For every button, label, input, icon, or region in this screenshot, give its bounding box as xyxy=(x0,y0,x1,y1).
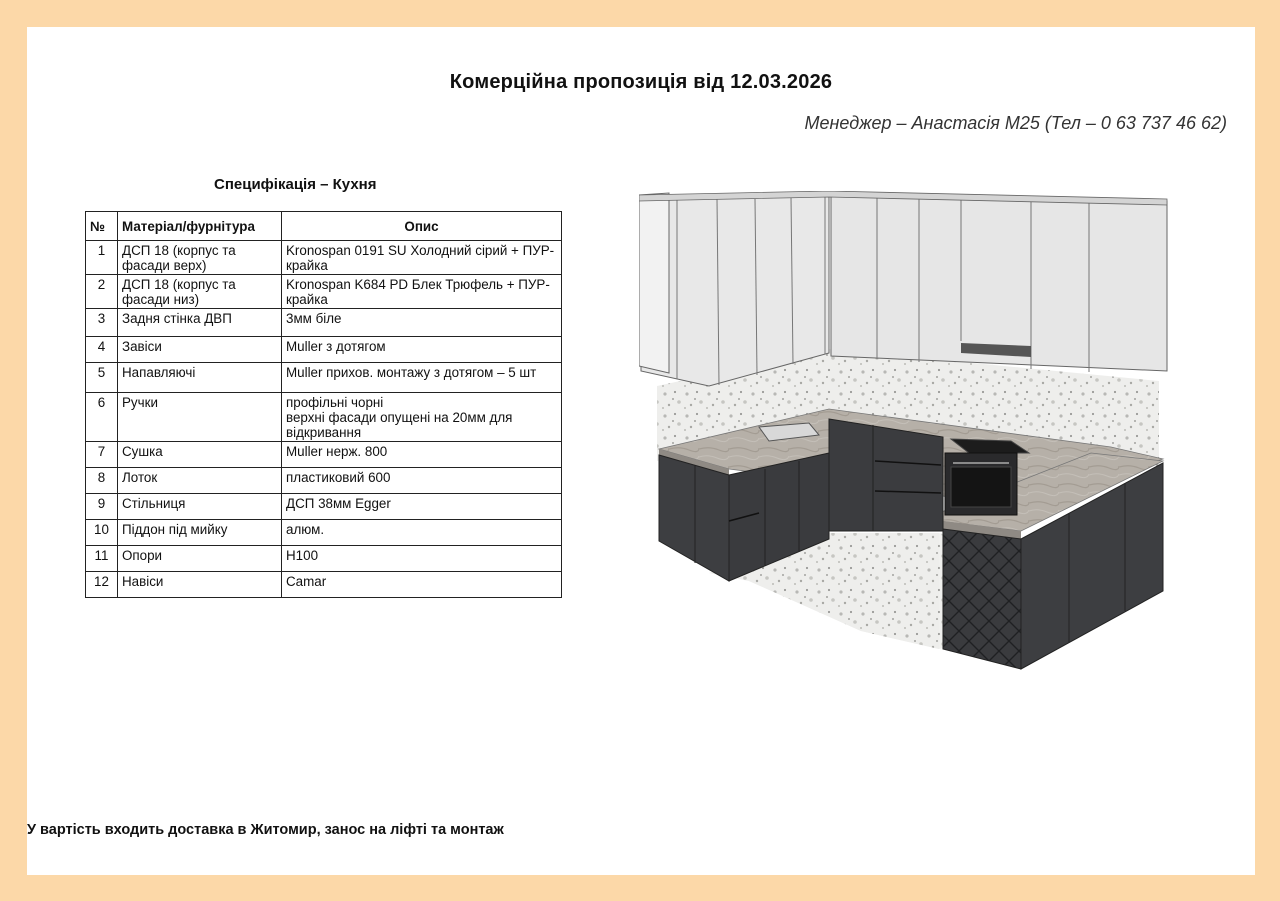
row-number: 12 xyxy=(86,572,118,598)
footer-note: У вартість входить доставка в Житомир, занос на ліфті та монтаж xyxy=(27,822,504,838)
row-material: ДСП 18 (корпус та фасади верх) xyxy=(118,241,282,275)
table-row xyxy=(86,309,562,337)
row-number: 1 xyxy=(86,241,118,275)
table-row xyxy=(86,494,562,520)
row-material: Сушка xyxy=(118,442,282,468)
row-description xyxy=(282,468,562,494)
description-line: Н100 xyxy=(286,548,319,563)
description-line: Muller нерж. 800 xyxy=(286,444,388,459)
row-description xyxy=(282,363,562,393)
row-description xyxy=(282,520,562,546)
kitchen-render xyxy=(639,191,1169,681)
row-number: 3 xyxy=(86,309,118,337)
row-number: 8 xyxy=(86,468,118,494)
row-material: Лоток xyxy=(118,468,282,494)
table-row xyxy=(86,363,562,393)
wine-rack xyxy=(943,529,1021,669)
row-description xyxy=(282,546,562,572)
description-line: Kronospan 0191 SU Холодний сірий + ПУР-крайка xyxy=(286,243,555,273)
row-number: 10 xyxy=(86,520,118,546)
row-number: 6 xyxy=(86,393,118,442)
lower-cabinets-middle xyxy=(829,419,943,531)
table-row xyxy=(86,337,562,363)
description-line: 3мм біле xyxy=(286,311,342,326)
row-material: Навіси xyxy=(118,572,282,598)
table-row xyxy=(86,442,562,468)
description-line: Muller з дотягом xyxy=(286,339,386,354)
description-line: Camar xyxy=(286,574,327,589)
table-row xyxy=(86,393,562,442)
row-number: 4 xyxy=(86,337,118,363)
row-number: 11 xyxy=(86,546,118,572)
row-description xyxy=(282,309,562,337)
row-number: 9 xyxy=(86,494,118,520)
row-material: Піддон під мийку xyxy=(118,520,282,546)
table-row xyxy=(86,275,562,309)
table-header-row xyxy=(86,212,562,241)
table-row xyxy=(86,468,562,494)
description-line: Muller прихов. монтажу з дотягом – 5 шт xyxy=(286,365,537,380)
row-number: 7 xyxy=(86,442,118,468)
row-description xyxy=(282,241,562,275)
description-line: пластиковий 600 xyxy=(286,470,391,485)
page-sheet xyxy=(27,27,1255,875)
description-line: ДСП 38мм Egger xyxy=(286,496,391,511)
row-material: Стільниця xyxy=(118,494,282,520)
manager-contact: Менеджер – Анастасія М25 (Тел – 0 63 737 46 62) xyxy=(804,113,1227,133)
description-line: верхні фасади опущені на 20мм для відкривання xyxy=(286,410,513,440)
lower-cabinets-left xyxy=(659,455,729,581)
header-num: № xyxy=(86,212,118,241)
header-description: Опис xyxy=(282,212,562,241)
row-material: Ручки xyxy=(118,393,282,442)
row-description xyxy=(282,572,562,598)
row-material: Напавляючі xyxy=(118,363,282,393)
description-line: алюм. xyxy=(286,522,325,537)
row-material: Задня стінка ДВП xyxy=(118,309,282,337)
row-number: 5 xyxy=(86,363,118,393)
table-row xyxy=(86,520,562,546)
row-description xyxy=(282,494,562,520)
description-line: профільні чорні xyxy=(286,395,384,410)
row-material: Завіси xyxy=(118,337,282,363)
spec-table-body xyxy=(86,241,562,598)
page-title: Комерційна пропозиція від 12.03.2026 xyxy=(449,71,833,93)
table-row xyxy=(86,241,562,275)
row-description xyxy=(282,442,562,468)
spec-title: Специфікація – Кухня xyxy=(214,176,377,193)
row-material: Опори xyxy=(118,546,282,572)
row-description xyxy=(282,393,562,442)
table-row xyxy=(86,572,562,598)
row-number: 2 xyxy=(86,275,118,309)
spec-table xyxy=(85,211,562,598)
row-description xyxy=(282,275,562,309)
header-material: Матеріал/фурнітура xyxy=(118,212,282,241)
description-line: Kronospan K684 PD Блек Трюфель + ПУР-крайка xyxy=(286,277,550,307)
row-material: ДСП 18 (корпус та фасади низ) xyxy=(118,275,282,309)
upper-cabinets-right xyxy=(831,195,1167,371)
table-row xyxy=(86,546,562,572)
row-description xyxy=(282,337,562,363)
